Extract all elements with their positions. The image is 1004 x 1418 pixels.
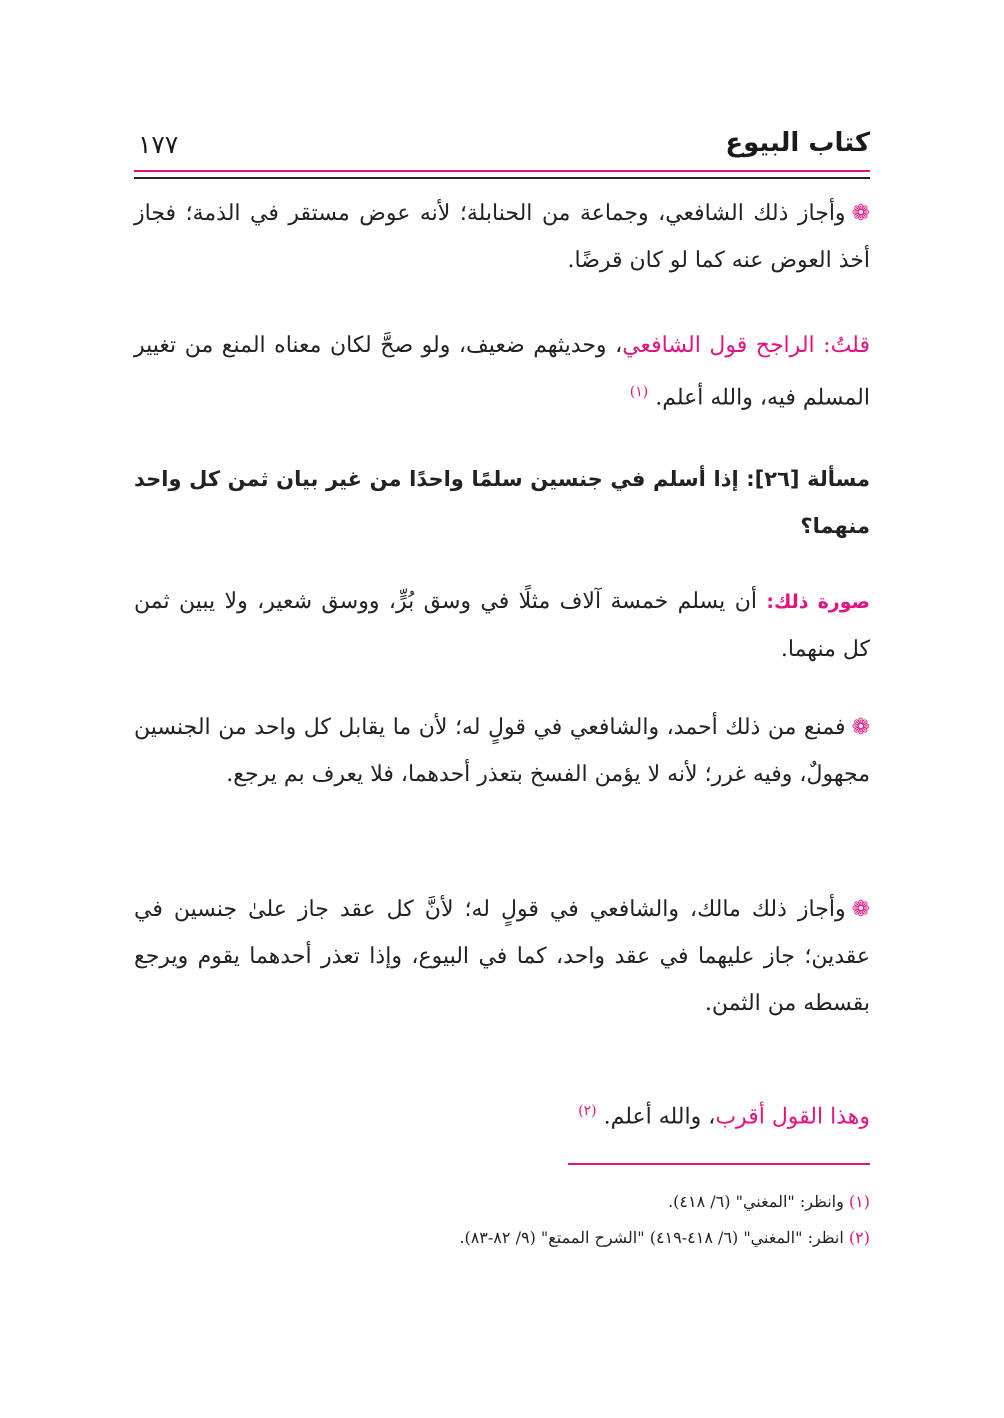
paragraph-text: فمنع من ذلك أحمد، والشافعي في قولٍ له؛ لأن ما يقابل كل واحد من الجنسين مجهولٌ، وفيه غرر؛ لأنه لا يؤمن الفسخ بتعذر أحدهما، فلا يعرف بم يرجع. [134, 715, 870, 787]
paragraph-permission [134, 886, 870, 1027]
footnote-number: (١) [848, 1192, 870, 1211]
flower-bullet-icon: ❁ [851, 201, 870, 226]
paragraph-text: وأجاز ذلك الشافعي، وجماعة من الحنابلة؛ لأنه عوض مستقر في الذمة؛ فجاز أخذ العوض عنه كما لو كان قرضًا. [134, 201, 870, 273]
preferred-opinion: الراجح قول الشافعي [622, 333, 824, 358]
paragraph-preferred-opinion [134, 322, 870, 421]
case-form-label: صورة ذلك: [766, 591, 870, 613]
page-number: ١٧٧ [138, 130, 179, 159]
conclusion-phrase: وهذا القول أقرب [715, 1104, 870, 1130]
paragraph-conclusion [134, 1088, 870, 1140]
footnote-ref-2: (٢) [578, 1103, 597, 1119]
footnote-ref-1: (١) [629, 384, 649, 400]
paragraph-text: أن يسلم خمسة آلاف مثلًا في وسق بُرٍّ، ووسق شعير، ولا يبين ثمن كل منهما. [134, 589, 870, 662]
masala-heading: مسألة [٢٦]: إذا أسلم في جنسين سلمًا واحدًا من غير بيان ثمن كل واحد منهما؟ [134, 467, 871, 538]
paragraph-text: ، والله أعلم. [603, 1104, 716, 1130]
paragraph-shafii-view [134, 190, 870, 284]
header-rule-dark [134, 177, 870, 179]
chapter-title: كتاب البيوع [725, 128, 870, 158]
footnote-number: (٢) [848, 1228, 870, 1247]
flower-bullet-icon: ❁ [851, 897, 870, 922]
paragraph-case-form [134, 578, 870, 673]
footnote-text: وانظر: "المغني" (٦/ ٤١٨). [668, 1192, 849, 1211]
paragraph-text: ، وحديثهم ضعيف، ولو صحَّ لكان معناه المنع من تغيير المسلم فيه، والله أعلم. [134, 333, 870, 411]
flower-bullet-icon: ❁ [851, 715, 870, 740]
paragraph-prohibition [134, 704, 870, 798]
footnote-text: انظر: "المغني" (٦/ ٤١٨-٤١٩) "الشرح الممتع" (٩/ ٨٢-٨٣). [459, 1228, 849, 1247]
footnote-2 [134, 1226, 870, 1250]
paragraph-text: وأجاز ذلك مالك، والشافعي في قولٍ له؛ لأنَّ كل عقد جاز علىٰ جنسين في عقدين؛ جاز عليهما في عقد واحد، كما في البيوع، وإذا تعذر أحدهما يقوم ويرجع بقسطه من الثمن. [134, 897, 870, 1016]
footnote-1 [134, 1190, 870, 1214]
header-rule-pink [134, 170, 870, 172]
footnote-separator [568, 1163, 870, 1165]
qultu-label: قلتُ: [823, 333, 870, 358]
